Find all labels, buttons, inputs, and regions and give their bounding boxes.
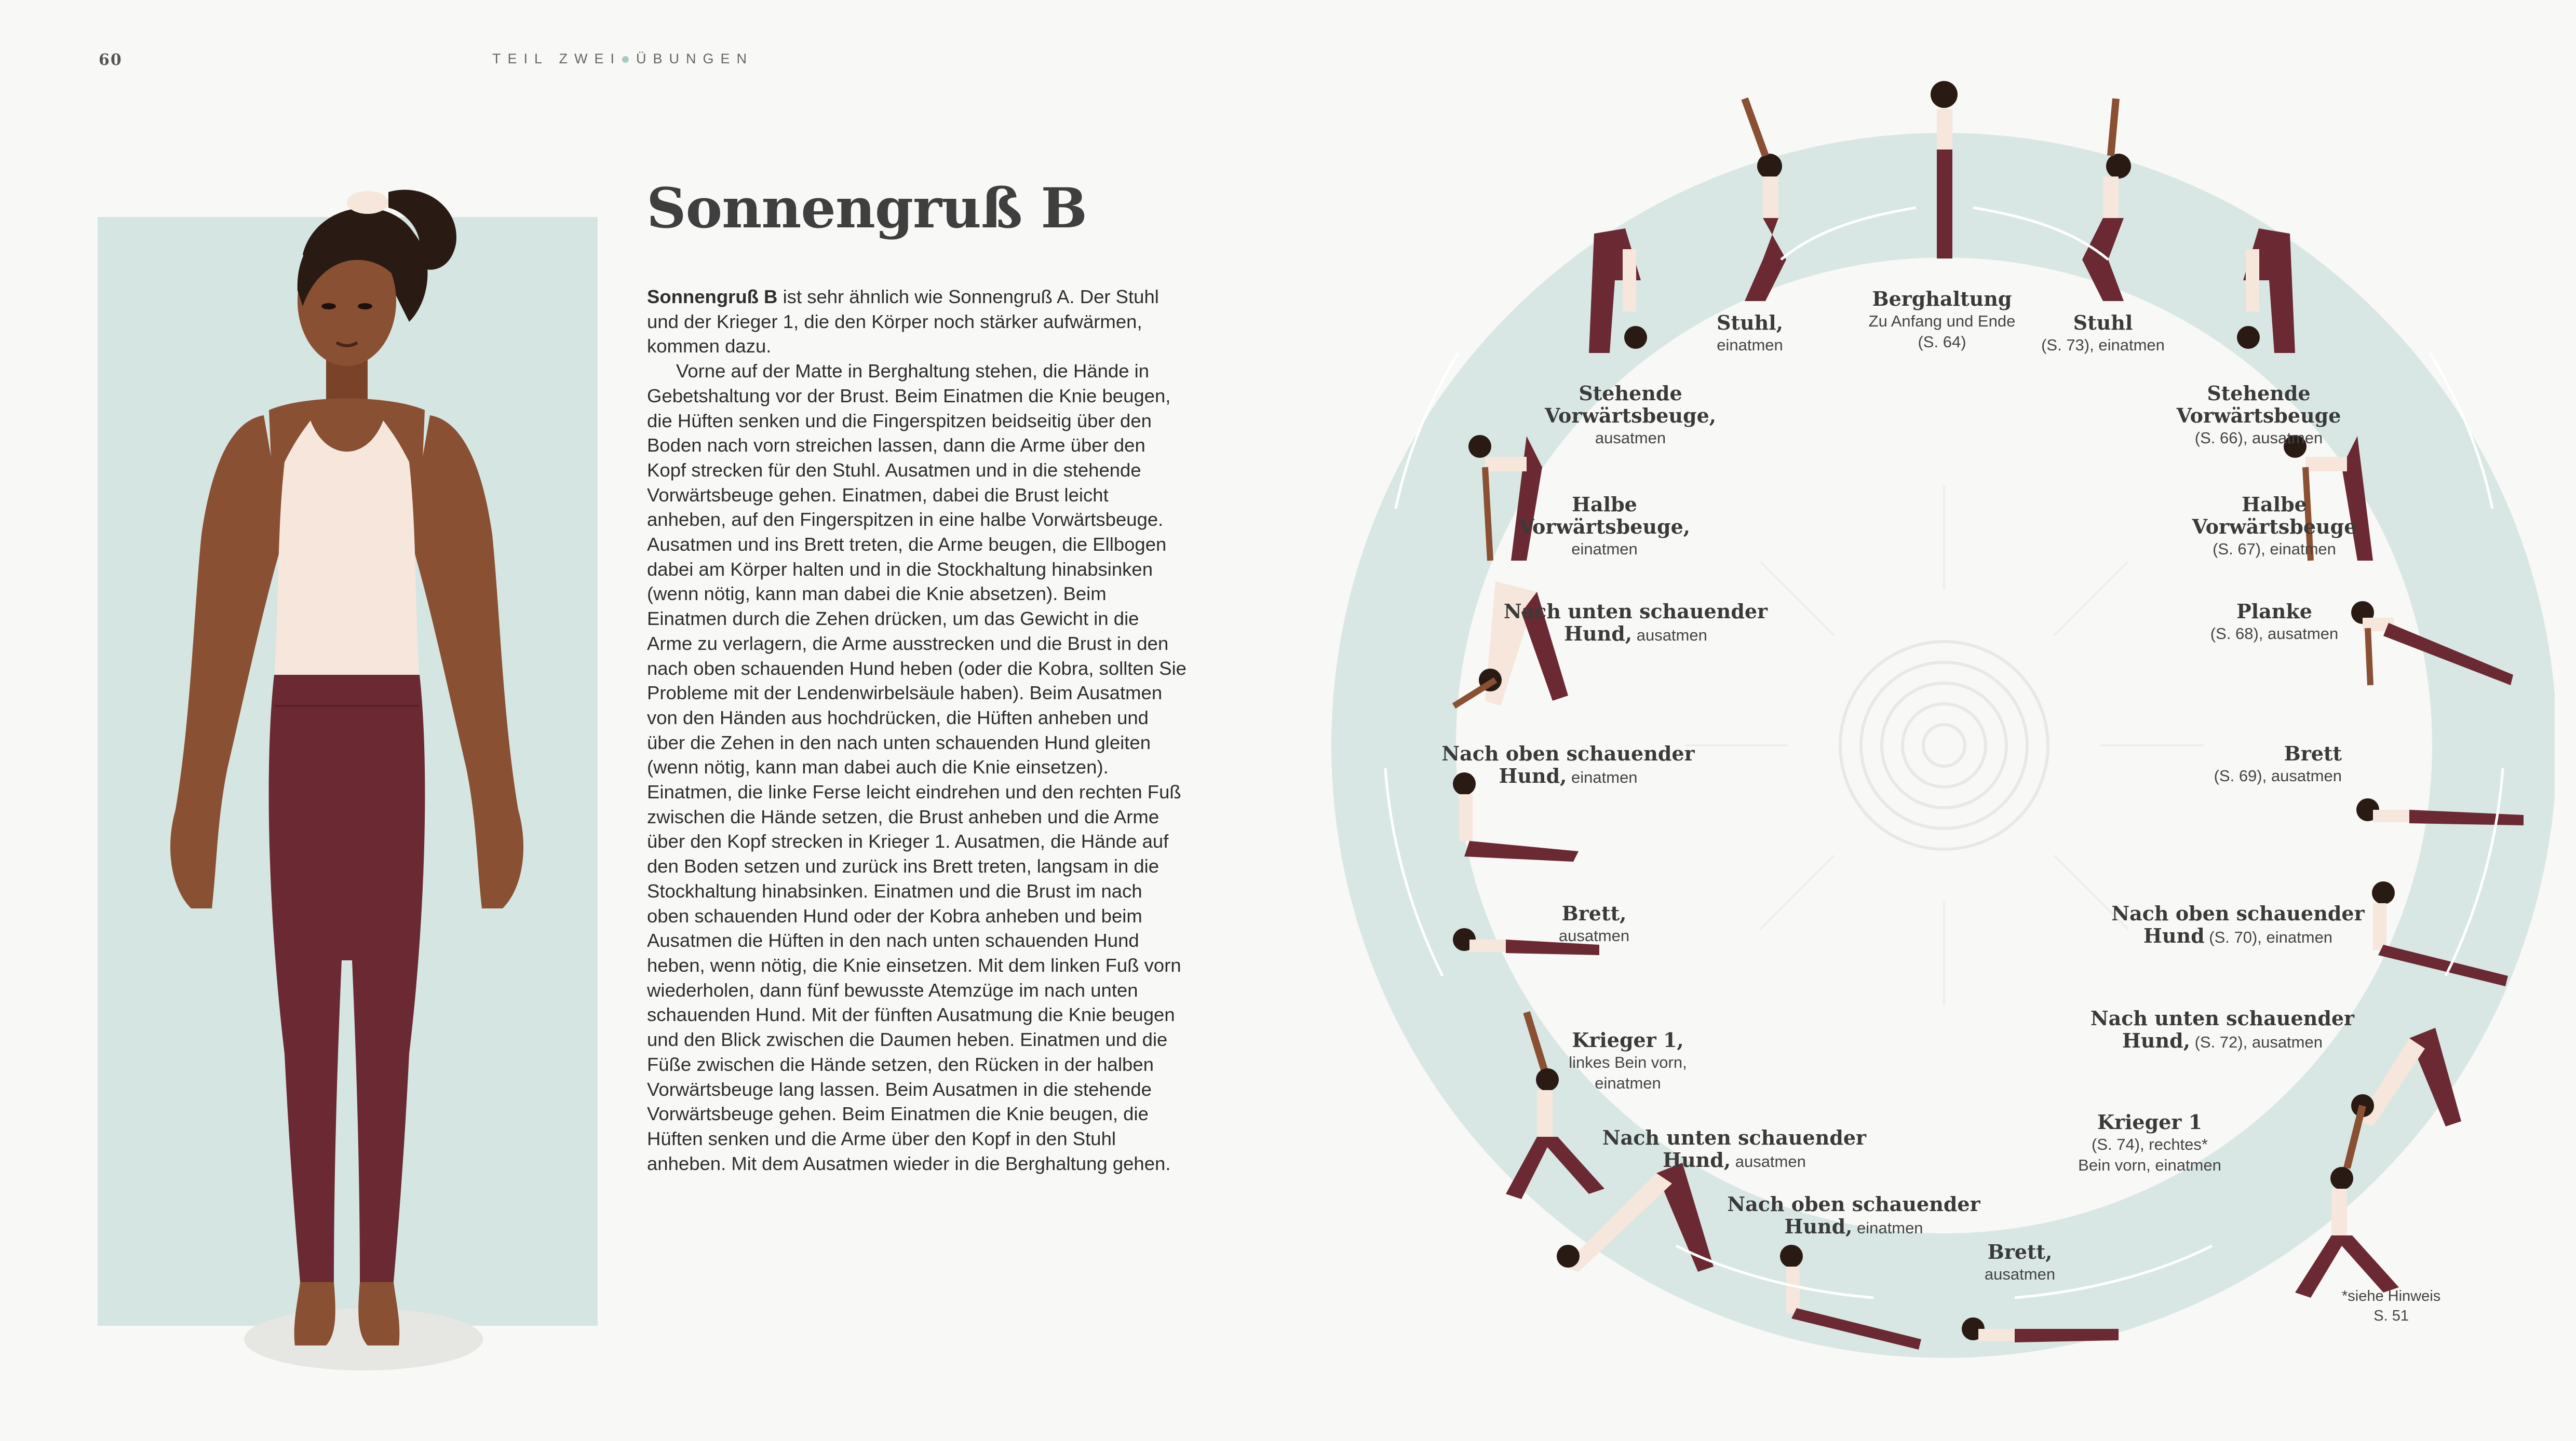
label-nach-unten-hund-bottom: Nach unten schauender Hund, ausatmen (1602, 1126, 1867, 1172)
label-krieger-right: Krieger 1 (S. 74), rechtes* Bein vorn, einatmen (2078, 1110, 2221, 1174)
label-planke: Planke (S. 68), ausatmen (2210, 600, 2339, 643)
label-nach-oben-hund-left: Nach oben schauender Hund, einatmen (1441, 742, 1695, 787)
dot-separator (622, 56, 629, 63)
label-stuhl-right: Stuhl (S. 73), einatmen (2041, 311, 2165, 354)
center-ornament (1840, 642, 2048, 849)
tank-top (274, 420, 420, 680)
mountain-pose-illustration (98, 171, 598, 1381)
lead-text: ist sehr ähnlich wie Sonnengruß A. Der Stuhl und der Krieger 1, die den Körper noch stärker aufwärmen, kommen dazu. (647, 286, 1159, 357)
label-krieger-left: Krieger 1, linkes Bein vorn, einatmen (1569, 1028, 1687, 1092)
lead-bold: Sonnengruß B (647, 286, 778, 307)
label-halbe-vorwaertsbeuge-right: Halbe Vorwärtsbeuge (S. 67), einatmen (2192, 493, 2357, 558)
article-body (647, 284, 1187, 1176)
running-head-part: TEIL ZWEI (492, 51, 622, 66)
sun-salutation-cycle-diagram (1329, 62, 2555, 1391)
right-foot (358, 1282, 399, 1345)
running-head-section: ÜBUNGEN (636, 51, 754, 66)
label-brett-bottom: Brett, ausatmen (1984, 1240, 2056, 1283)
page-title: Sonnengruß B (646, 175, 1087, 240)
left-eye (321, 303, 336, 309)
label-stuhl-left: Stuhl, einatmen (1717, 311, 1783, 354)
label-nach-unten-hund-right: Nach unten schauender Hund, (S. 72), ausatmen (2090, 1007, 2355, 1052)
label-nach-oben-hund-right: Nach oben schauender Hund (S. 70), einatmen (2111, 902, 2365, 947)
label-nach-oben-hund-bottom: Nach oben schauender Hund, einatmen (1727, 1192, 1980, 1238)
instruction-paragraph: Vorne auf der Matte in Berghaltung stehen, die Hände in Gebetshaltung vor der Brust. Beim Einatmen die Knie beugen, die Hüften senken und die Fingerspitzen beidseitig über den Boden nach vorn streichen lassen, dann die Arme über den Kopf strecken für den Stuhl. Ausatmen und in die stehende Vorwärtsbeuge gehen. Einatmen, dabei die Brust leicht anheben, auf den Fingerspitzen in eine halbe Vorwärtsbeuge. Ausatmen und ins Brett treten, die Arme beugen, die Ellbogen dabei am Körper halten und in die Stockhaltung hinabsinken (wenn nötig, kann man dabei die Knie absetzen). Beim Einatmen durch die Zehen drücken, um das Gewicht in die Arme zu verlagern, die Arme ausstrecken und die Brust in den nach oben schauenden Hund heben (oder die Kobra, sollten Sie Probleme mit der Lendenwirbelsäule haben). Beim Ausatmen von den Händen aus hochdrücken, die Hüften anheben und über die Zehen in den nach unten schauenden Hund gleiten (wenn nötig, kann man dabei auch die Knie einsetzen). Einatmen, die linke Ferse leicht eindrehen und den rechten Fuß zwischen die Hände setzen, die Brust anheben und die Arme über den Kopf strecken in Krieger 1. Ausatmen, die Hände auf den Boden setzen und zurück ins Brett treten, langsam in die Stockhaltung hinabsinken. Einatmen und die Brust im nach oben schauenden Hund oder der Kobra anheben und beim Ausatmen die Hüften in den nach unten schauenden Hund heben, wenn nötig, die Knie einsetzen. Mit dem linken Fuß vorn wiederholen, dann fünf bewusste Atemzüge im nach unten schauenden Hund. Mit der fünften Ausatmung die Knie beugen und den Blick zwischen die Daumen heben. Einatmen und die Füße zwischen die Hände setzen, den Rücken in der halben Vorwärtsbeuge lang lassen. Beim Ausatmen in die stehende Vorwärtsbeuge gehen. Beim Einatmen die Knie beugen, die Hüften senken und die Arme über den Kopf in den Stuhl anheben. Mit dem Ausatmen wieder in die Berghaltung gehen. (647, 360, 1186, 1174)
right-arm (409, 415, 523, 908)
label-berghaltung: Berghaltung Zu Anfang und Ende (S. 64) (1868, 287, 2016, 351)
leggings (269, 675, 425, 1282)
running-head (492, 51, 753, 67)
label-stehende-vorwaertsbeuge-left: Stehende Vorwärtsbeuge, ausatmen (1544, 382, 1716, 447)
label-stehende-vorwaertsbeuge-right: Stehende Vorwärtsbeuge (S. 66), ausatmen (2176, 382, 2341, 447)
footnote: *siehe Hinweis S. 51 (2342, 1288, 2441, 1324)
hair-tie (347, 191, 388, 214)
label-brett-left: Brett, ausatmen (1558, 902, 1630, 945)
right-eye (358, 303, 372, 309)
lead-paragraph (647, 284, 1187, 359)
left-arm (170, 415, 285, 908)
label-nach-unten-hund-left: Nach unten schauender Hund, ausatmen (1503, 600, 1768, 645)
label-brett-right: Brett (S. 69), ausatmen (2214, 742, 2342, 785)
page-number: 60 (99, 51, 123, 69)
label-halbe-vorwaertsbeuge-left: Halbe Vorwärtsbeuge, einatmen (1518, 493, 1690, 558)
left-foot (294, 1282, 335, 1345)
